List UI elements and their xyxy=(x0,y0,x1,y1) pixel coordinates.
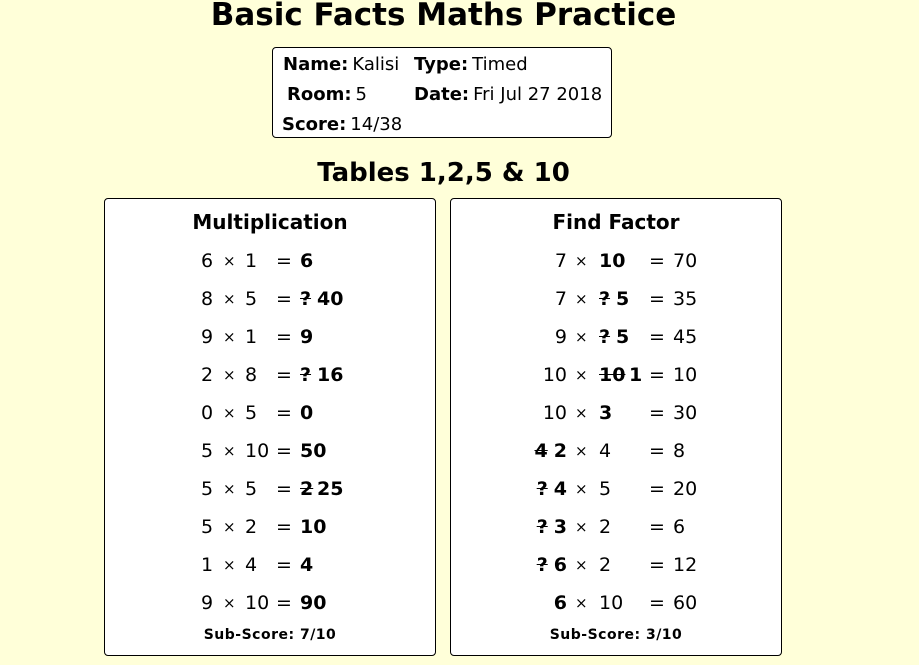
times-sign: × xyxy=(223,594,236,612)
factor-b: 5 xyxy=(245,402,258,424)
find-factor-row xyxy=(451,286,781,312)
factor-b: 5 xyxy=(245,288,258,310)
answer: 50 xyxy=(300,440,327,462)
factor-a: 5 xyxy=(201,478,214,500)
room-row xyxy=(287,84,367,105)
factor-b: 8 xyxy=(245,364,258,386)
right-factor: 4 xyxy=(599,440,612,462)
equals-sign: = xyxy=(649,402,665,424)
right-factor: 3 xyxy=(599,402,613,424)
times-sign: × xyxy=(575,518,588,536)
wrong-answer: ? xyxy=(536,516,548,538)
times-sign: × xyxy=(575,366,588,384)
product: 10 xyxy=(673,364,698,386)
score-label: Score: xyxy=(282,114,347,135)
factor-a: 2 xyxy=(201,364,214,386)
multiplication-row xyxy=(201,362,401,388)
left-factor: 10 xyxy=(542,364,567,386)
left-factor-group xyxy=(491,286,567,312)
date-label: Date: xyxy=(414,84,470,105)
find-factor-row xyxy=(451,476,781,502)
equals-sign: = xyxy=(649,592,665,614)
times-sign: × xyxy=(223,518,236,536)
multiplication-row xyxy=(201,476,401,502)
equals-sign: = xyxy=(649,364,665,386)
product: 6 xyxy=(673,516,686,538)
left-factor: 6 xyxy=(553,592,567,614)
left-factor: 10 xyxy=(542,402,567,424)
multiplication-row xyxy=(201,400,401,426)
find-factor-row xyxy=(451,514,781,540)
multiplication-row xyxy=(201,324,401,350)
answer: 25 xyxy=(317,478,344,500)
product: 30 xyxy=(673,402,698,424)
find-factor-row xyxy=(451,438,781,464)
equals-sign: = xyxy=(276,478,292,500)
times-sign: × xyxy=(223,366,236,384)
factor-a: 9 xyxy=(201,592,214,614)
answer: 0 xyxy=(300,402,314,424)
equals-sign: = xyxy=(276,592,292,614)
times-sign: × xyxy=(223,290,236,308)
left-factor: 7 xyxy=(554,288,567,310)
product: 45 xyxy=(673,326,698,348)
factor-b: 1 xyxy=(245,326,258,348)
times-sign: × xyxy=(223,480,236,498)
multiplication-title: Multiplication xyxy=(192,210,348,234)
times-sign: × xyxy=(575,290,588,308)
answer: 90 xyxy=(300,592,327,614)
factor-b: 10 xyxy=(245,592,270,614)
times-sign: × xyxy=(223,442,236,460)
times-sign: × xyxy=(223,556,236,574)
multiplication-subscore: Sub-Score: 7/10 xyxy=(203,627,337,643)
right-factor: 5 xyxy=(616,326,630,348)
answer: 9 xyxy=(300,326,314,348)
equals-sign: = xyxy=(276,250,292,272)
name-label: Name: xyxy=(283,54,349,75)
factor-b: 10 xyxy=(245,440,270,462)
find-factor-row xyxy=(451,400,781,426)
type-label: Type: xyxy=(414,54,469,75)
wrong-answer: 10 xyxy=(599,364,626,386)
right-factor: 1 xyxy=(629,364,643,386)
find-factor-panel xyxy=(450,198,782,656)
product: 60 xyxy=(673,592,698,614)
equals-sign: = xyxy=(276,364,292,386)
factor-b: 2 xyxy=(245,516,258,538)
student-info-box xyxy=(272,47,612,138)
answer: 10 xyxy=(300,516,327,538)
left-factor-group xyxy=(491,438,567,464)
equals-sign: = xyxy=(276,440,292,462)
multiplication-row xyxy=(201,286,401,312)
answer: 40 xyxy=(317,288,344,310)
multiplication-row xyxy=(201,590,401,616)
equals-sign: = xyxy=(649,326,665,348)
wrong-answer: 4 xyxy=(534,440,548,462)
multiplication-panel xyxy=(104,198,436,656)
times-sign: × xyxy=(575,556,588,574)
times-sign: × xyxy=(223,328,236,346)
factor-a: 5 xyxy=(201,440,214,462)
right-factor: 10 xyxy=(599,592,624,614)
wrong-answer: ? xyxy=(536,478,548,500)
find-factor-subscore: Sub-Score: 3/10 xyxy=(549,627,683,643)
equals-sign: = xyxy=(276,554,292,576)
right-factor: 5 xyxy=(599,478,612,500)
answer: 6 xyxy=(300,250,314,272)
product: 70 xyxy=(673,250,698,272)
equals-sign: = xyxy=(276,516,292,538)
left-factor: 2 xyxy=(553,440,567,462)
times-sign: × xyxy=(223,252,236,270)
equals-sign: = xyxy=(649,250,665,272)
right-factor: 10 xyxy=(599,250,626,272)
equals-sign: = xyxy=(649,288,665,310)
room-label: Room: xyxy=(287,84,352,105)
left-factor: 6 xyxy=(553,554,567,576)
factor-a: 6 xyxy=(201,250,214,272)
score-value: 14/38 xyxy=(350,114,403,135)
right-factor: 2 xyxy=(599,516,612,538)
times-sign: × xyxy=(575,594,588,612)
answer: 4 xyxy=(300,554,314,576)
equals-sign: = xyxy=(276,402,292,424)
equals-sign: = xyxy=(276,326,292,348)
product: 8 xyxy=(673,440,686,462)
left-factor: 7 xyxy=(554,250,567,272)
wrong-answer: ? xyxy=(300,364,312,386)
left-factor: 3 xyxy=(553,516,567,538)
factor-a: 0 xyxy=(201,402,214,424)
factor-a: 5 xyxy=(201,516,214,538)
find-factor-row xyxy=(451,248,781,274)
left-factor-group xyxy=(491,324,567,350)
wrong-answer: 2 xyxy=(300,478,314,500)
factor-a: 9 xyxy=(201,326,214,348)
multiplication-row xyxy=(201,248,401,274)
times-sign: × xyxy=(575,404,588,422)
times-sign: × xyxy=(575,328,588,346)
product: 20 xyxy=(673,478,698,500)
wrong-answer: ? xyxy=(599,326,611,348)
find-factor-title: Find Factor xyxy=(552,210,680,234)
equals-sign: = xyxy=(649,554,665,576)
factor-a: 1 xyxy=(201,554,214,576)
equals-sign: = xyxy=(649,440,665,462)
left-factor-group xyxy=(491,476,567,502)
find-factor-row xyxy=(451,324,781,350)
right-factor: 2 xyxy=(599,554,612,576)
product: 35 xyxy=(673,288,698,310)
type-value: Timed xyxy=(472,54,528,75)
equals-sign: = xyxy=(649,516,665,538)
factor-b: 1 xyxy=(245,250,258,272)
factor-a: 8 xyxy=(201,288,214,310)
right-factor: 5 xyxy=(616,288,630,310)
answer: 16 xyxy=(317,364,344,386)
factor-b: 5 xyxy=(245,478,258,500)
left-factor-group xyxy=(491,552,567,578)
type-row xyxy=(414,54,528,75)
wrong-answer: ? xyxy=(300,288,312,310)
name-value: Kalisi xyxy=(352,54,400,75)
left-factor-group xyxy=(491,400,567,426)
find-factor-row xyxy=(451,362,781,388)
section-title: Tables 1,2,5 & 10 xyxy=(317,158,570,188)
left-factor: 4 xyxy=(553,478,567,500)
multiplication-row xyxy=(201,438,401,464)
name-row xyxy=(283,54,399,75)
find-factor-row xyxy=(451,590,781,616)
score-row xyxy=(282,114,402,135)
date-value: Fri Jul 27 2018 xyxy=(473,84,603,105)
left-factor-group xyxy=(491,590,567,616)
left-factor-group xyxy=(491,362,567,388)
multiplication-row xyxy=(201,514,401,540)
left-factor: 9 xyxy=(554,326,567,348)
times-sign: × xyxy=(575,480,588,498)
equals-sign: = xyxy=(276,288,292,310)
wrong-answer: ? xyxy=(599,288,611,310)
times-sign: × xyxy=(575,442,588,460)
equals-sign: = xyxy=(649,478,665,500)
left-factor-group xyxy=(491,514,567,540)
factor-b: 4 xyxy=(245,554,258,576)
room-value: 5 xyxy=(355,84,367,105)
wrong-answer: ? xyxy=(536,554,548,576)
multiplication-row xyxy=(201,552,401,578)
times-sign: × xyxy=(223,404,236,422)
date-row xyxy=(414,84,602,105)
find-factor-row xyxy=(451,552,781,578)
left-factor-group xyxy=(491,248,567,274)
product: 12 xyxy=(673,554,698,576)
page-title: Basic Facts Maths Practice xyxy=(210,0,677,33)
times-sign: × xyxy=(575,252,588,270)
